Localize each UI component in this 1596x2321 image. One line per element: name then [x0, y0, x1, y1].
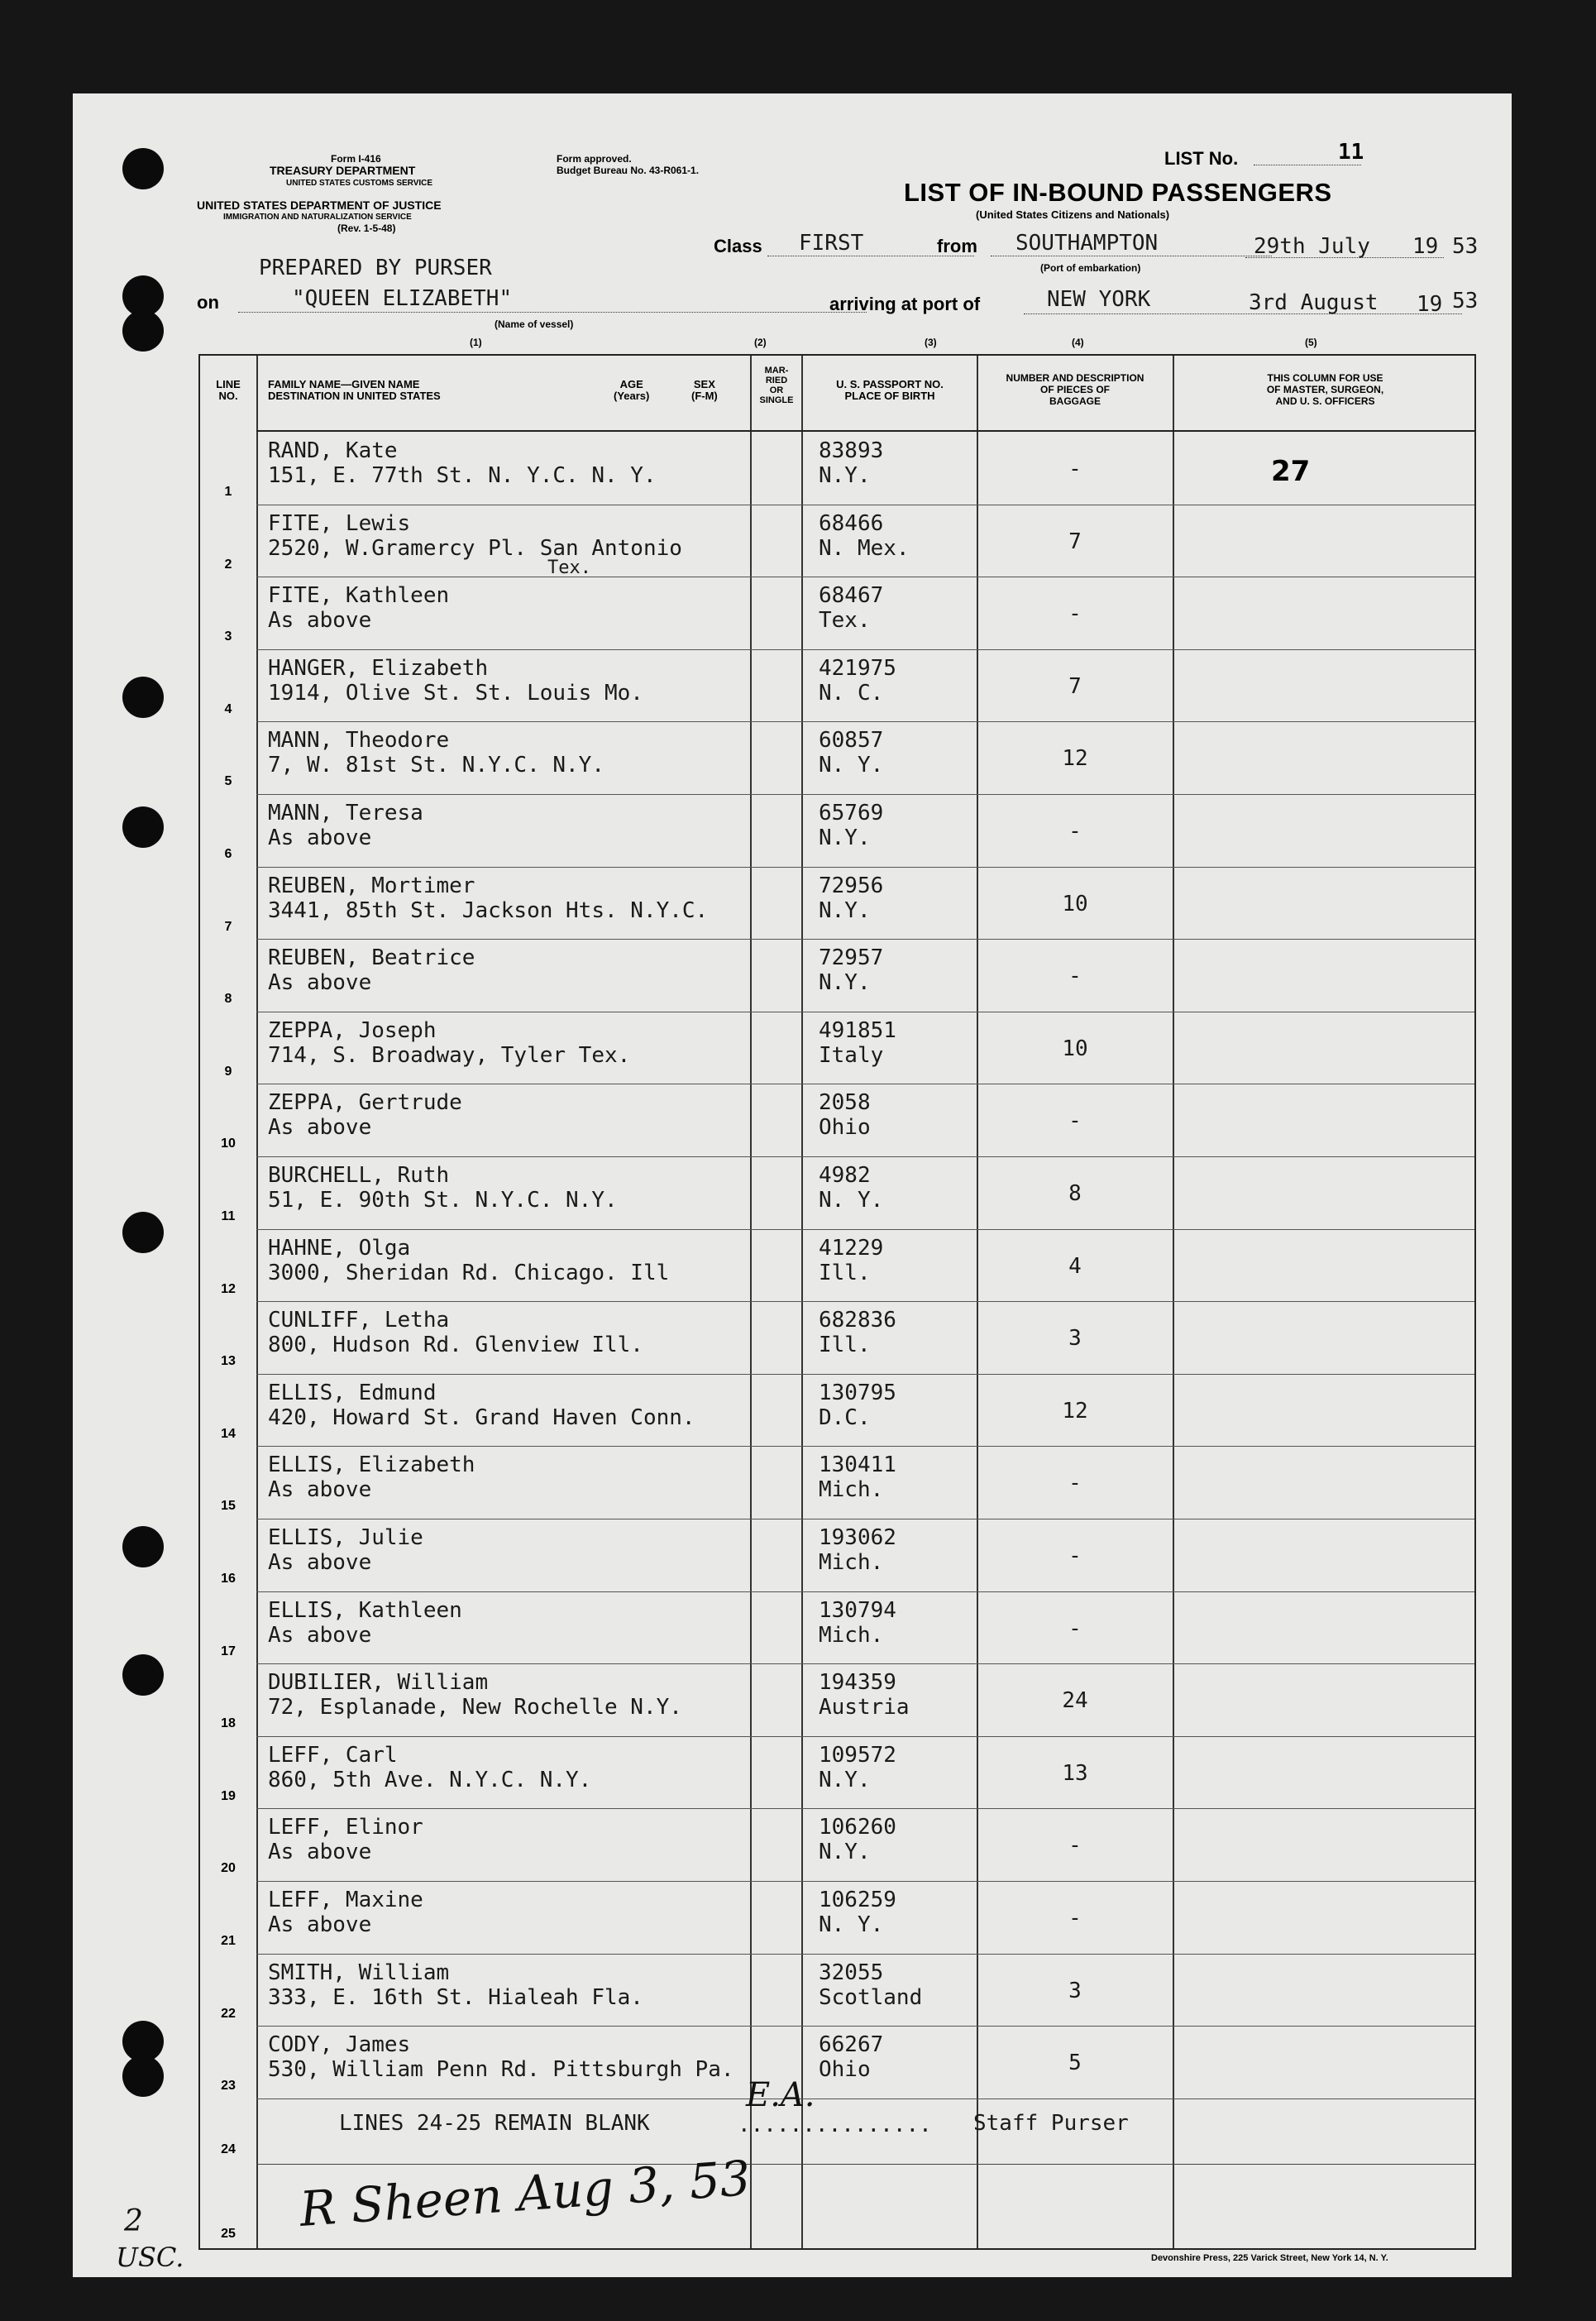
place-of-birth: Tex.: [819, 608, 871, 634]
class-value: FIRST: [799, 231, 864, 256]
passenger-destination: 530, William Penn Rd. Pittsburgh Pa.: [268, 2057, 734, 2083]
baggage-count: 10: [1062, 1036, 1088, 1061]
line-number: 20: [221, 1861, 236, 1876]
baggage-count: 12: [1062, 1398, 1088, 1424]
departure-date: 29th July: [1254, 234, 1370, 259]
passport-number: 4982: [819, 1163, 871, 1188]
baggage-count: -: [1068, 1471, 1082, 1496]
place-of-birth: D.C.: [819, 1405, 871, 1430]
on-label: on: [197, 292, 219, 313]
passenger-name: LEFF, Maxine: [268, 1888, 423, 1912]
passport-number: 106260: [819, 1815, 896, 1840]
line-number: 6: [224, 847, 232, 861]
place-of-birth: N. C.: [819, 680, 884, 706]
place-of-birth: Ill.: [819, 1333, 871, 1358]
passport-number: 106259: [819, 1888, 896, 1912]
passenger-name: LEFF, Carl: [268, 1742, 398, 1768]
header-age: AGE (Years): [614, 378, 650, 402]
passenger-name: ELLIS, Elizabeth: [268, 1452, 475, 1478]
row-rule: [256, 1954, 1474, 1955]
passport-number: 65769: [819, 801, 884, 826]
place-of-birth: Mich.: [819, 1477, 884, 1503]
passenger-destination: As above: [268, 1477, 372, 1503]
punch-hole: [122, 148, 164, 189]
baggage-count: 8: [1068, 1181, 1082, 1206]
place-of-birth: N.Y.: [819, 1767, 871, 1792]
header-married: MAR- RIED OR SINGLE: [759, 366, 794, 405]
list-no-label: LIST No.: [1164, 148, 1239, 169]
arriving-label: arriving at port of: [829, 294, 981, 314]
header-sex: SEX (F-M): [691, 378, 718, 402]
place-of-birth: N.Y.: [819, 897, 871, 923]
line-number: 19: [221, 1788, 236, 1803]
row-rule: [256, 1663, 1474, 1664]
passport-number: 421975: [819, 655, 896, 681]
passport-number: 68467: [819, 583, 884, 609]
list-number: 11: [1338, 140, 1364, 165]
handwritten-note: R Sheen Aug 3, 53: [298, 2150, 753, 2237]
ins-label: IMMIGRATION AND NATURALIZATION SERVICE: [223, 213, 412, 222]
vessel-line: [238, 312, 867, 313]
punch-hole: [122, 2055, 164, 2097]
passenger-destination: 860, 5th Ave. N.Y.C. N.Y.: [268, 1767, 592, 1792]
form-approved: Form approved.: [557, 153, 632, 165]
passenger-name: REUBEN, Mortimer: [268, 873, 475, 898]
row-rule: [256, 1156, 1474, 1157]
row-rule: [256, 649, 1474, 650]
passenger-name: HANGER, Elizabeth: [268, 655, 489, 681]
budget-bureau: Budget Bureau No. 43-R061-1.: [557, 165, 700, 176]
passenger-name: CUNLIFF, Letha: [268, 1308, 450, 1333]
passport-number: 68466: [819, 510, 884, 536]
passenger-name: SMITH, William: [268, 1960, 450, 1985]
row-rule: [256, 1374, 1474, 1375]
line-number: 10: [221, 1137, 236, 1151]
passport-number: 60857: [819, 728, 884, 754]
officer-count: 27: [1271, 455, 1311, 488]
line-number: 1: [224, 485, 232, 499]
passenger-destination: 333, E. 16th St. Hialeah Fla.: [268, 1984, 643, 2010]
passport-number: 194359: [819, 1670, 896, 1696]
passenger-destination: 800, Hudson Rd. Glenview Ill.: [268, 1333, 643, 1358]
passenger-name: ELLIS, Julie: [268, 1525, 423, 1550]
baggage-count: -: [1068, 819, 1082, 844]
punch-hole: [122, 677, 164, 718]
place-of-birth: Ill.: [819, 1260, 871, 1285]
column-number-4: (4): [1072, 337, 1084, 348]
signature-dots: ...............: [738, 2113, 932, 2137]
passenger-name: REUBEN, Beatrice: [268, 945, 475, 971]
row-rule: [256, 1808, 1474, 1809]
baggage-count: -: [1068, 1615, 1082, 1641]
arrival-port: NEW YORK: [1047, 287, 1151, 312]
baggage-count: 24: [1062, 1688, 1088, 1714]
line-number: 9: [224, 1064, 232, 1079]
passenger-destination: 3000, Sheridan Rd. Chicago. Ill: [268, 1260, 670, 1285]
column-number-5: (5): [1305, 337, 1317, 348]
passenger-destination: 1914, Olive St. St. Louis Mo.: [268, 680, 643, 706]
line-number: 13: [221, 1354, 236, 1369]
place-of-birth: Italy: [819, 1042, 884, 1068]
punch-hole: [122, 310, 164, 352]
row-rule: [256, 794, 1474, 795]
passport-number: 41229: [819, 1235, 884, 1261]
place-of-birth: N.Y.: [819, 826, 871, 850]
passenger-name: HAHNE, Olga: [268, 1235, 411, 1261]
passenger-destination: As above: [268, 970, 372, 996]
passenger-name: FITE, Lewis: [268, 510, 411, 536]
punch-hole: [122, 1526, 164, 1567]
passenger-name: LEFF, Elinor: [268, 1815, 423, 1840]
place-of-birth: N. Y.: [819, 1188, 884, 1213]
baggage-count: -: [1068, 1108, 1082, 1134]
line-number: 12: [221, 1281, 236, 1296]
line-number: 17: [221, 1644, 236, 1658]
passenger-name: MANN, Theodore: [268, 728, 450, 754]
baggage-count: -: [1068, 1906, 1082, 1931]
line-number-24: 24: [221, 2142, 236, 2156]
passport-number: 193062: [819, 1525, 896, 1550]
passenger-destination: As above: [268, 826, 372, 850]
passenger-destination: 51, E. 90th St. N.Y.C. N.Y.: [268, 1188, 618, 1213]
place-of-birth: Ohio: [819, 2057, 871, 2083]
remain-blank-note: LINES 24-25 REMAIN BLANK: [339, 2111, 650, 2136]
column-number-3: (3): [925, 337, 937, 348]
header-name: FAMILY NAME—GIVEN NAME DESTINATION IN UNITED STATES: [268, 378, 441, 402]
passenger-destination: As above: [268, 1840, 372, 1865]
baggage-count: -: [1068, 1543, 1082, 1568]
header-rule: [256, 430, 1474, 432]
passenger-name: MANN, Teresa: [268, 801, 423, 826]
passport-number: 130795: [819, 1380, 896, 1405]
arrival-line: [1024, 313, 1462, 314]
passenger-name: FITE, Kathleen: [268, 583, 450, 609]
from-port: SOUTHAMPTON: [1015, 231, 1159, 256]
passport-number: 72956: [819, 873, 884, 898]
passenger-destination-cont: Tex.: [547, 557, 591, 578]
departure-year: 53: [1452, 234, 1479, 259]
baggage-count: 7: [1068, 529, 1082, 554]
passenger-destination: 3441, 85th St. Jackson Hts. N.Y.C.: [268, 897, 709, 923]
row-rule: [256, 1881, 1474, 1882]
form-number: Form I-416: [331, 153, 381, 165]
passenger-destination: 714, S. Broadway, Tyler Tex.: [268, 1042, 631, 1068]
place-of-birth: N.Y.: [819, 463, 871, 488]
punch-hole: [122, 1212, 164, 1253]
row-rule: [256, 1229, 1474, 1230]
vessel-name: "QUEEN ELIZABETH": [292, 286, 513, 311]
from-label: from: [937, 236, 977, 256]
baggage-count: -: [1068, 457, 1082, 481]
place-of-birth: Scotland: [819, 1984, 923, 2010]
passenger-name: BURCHELL, Ruth: [268, 1163, 450, 1188]
treasury-department: TREASURY DEPARTMENT: [270, 164, 416, 177]
margin-note-number: 2: [124, 2204, 143, 2238]
baggage-count: 13: [1062, 1760, 1088, 1786]
line-number: 16: [221, 1572, 236, 1586]
passenger-destination: As above: [268, 1622, 372, 1648]
line-number: 22: [221, 2006, 236, 2021]
passport-number: 682836: [819, 1308, 896, 1333]
row-rule: [256, 939, 1474, 940]
column-number-1: (1): [470, 337, 482, 348]
place-of-birth: N. Y.: [819, 753, 884, 778]
row-rule: [256, 2026, 1474, 2027]
line-number: 5: [224, 774, 232, 789]
baggage-count: 12: [1062, 746, 1088, 772]
line-number-25: 25: [221, 2227, 236, 2241]
purser-initials: E.A.: [746, 2076, 815, 2114]
row-rule: [256, 721, 1474, 722]
row-rule: [256, 867, 1474, 868]
passenger-name: ZEPPA, Joseph: [268, 1017, 437, 1043]
passenger-destination: As above: [268, 1550, 372, 1575]
passenger-destination: 151, E. 77th St. N. Y.C. N. Y.: [268, 463, 657, 488]
passport-number: 130411: [819, 1452, 896, 1478]
passport-number: 66267: [819, 2032, 884, 2058]
arrival-date: 3rd August: [1249, 290, 1379, 315]
baggage-count: 10: [1062, 891, 1088, 916]
passenger-name: ELLIS, Edmund: [268, 1380, 437, 1405]
punch-hole: [122, 1654, 164, 1696]
passenger-destination: As above: [268, 1115, 372, 1141]
passenger-destination: 7, W. 81st St. N.Y.C. N.Y.: [268, 753, 604, 778]
row-rule: [256, 1446, 1474, 1447]
place-of-birth: Ohio: [819, 1115, 871, 1141]
place-of-birth: Austria: [819, 1695, 910, 1720]
column-number-2: (2): [754, 337, 767, 348]
line-number: 8: [224, 992, 232, 1007]
place-of-birth: N.Y.: [819, 970, 871, 996]
passenger-name: ELLIS, Kathleen: [268, 1597, 462, 1623]
passenger-name: CODY, James: [268, 2032, 411, 2058]
line-number: 4: [224, 701, 232, 716]
passport-number: 83893: [819, 438, 884, 463]
passport-number: 2058: [819, 1090, 871, 1116]
passport-number: 72957: [819, 945, 884, 971]
line-number: 2: [224, 557, 232, 572]
page-subtitle: (United States Citizens and Nationals): [976, 208, 1170, 221]
row-rule: [256, 1736, 1474, 1737]
customs-service: UNITED STATES CUSTOMS SERVICE: [286, 179, 433, 188]
baggage-count: -: [1068, 964, 1082, 989]
baggage-count: -: [1068, 1833, 1082, 1859]
passenger-name: ZEPPA, Gertrude: [268, 1090, 462, 1116]
header-officers: THIS COLUMN FOR USE OF MASTER, SURGEON, AND U. S. OFFICERS: [1266, 372, 1384, 407]
passenger-destination: As above: [268, 608, 372, 634]
class-label: Class: [714, 236, 762, 256]
header-passport: U. S. PASSPORT NO. PLACE OF BIRTH: [836, 378, 944, 402]
baggage-count: 5: [1068, 2051, 1082, 2076]
passport-number: 109572: [819, 1742, 896, 1768]
department-of-justice: UNITED STATES DEPARTMENT OF JUSTICE: [197, 199, 442, 212]
place-of-birth: Mich.: [819, 1622, 884, 1648]
line-number: 14: [221, 1426, 236, 1441]
line-number: 23: [221, 2079, 236, 2094]
year-prefix-arrival: 19: [1417, 292, 1443, 317]
baggage-count: 3: [1068, 1326, 1082, 1352]
margin-note-text: USC.: [116, 2242, 184, 2273]
baggage-count: 3: [1068, 1978, 1082, 2003]
baggage-count: -: [1068, 601, 1082, 627]
line-number: 11: [221, 1209, 236, 1223]
punch-hole: [122, 806, 164, 848]
place-of-birth: Mich.: [819, 1550, 884, 1575]
passenger-table: [198, 354, 1476, 2250]
line-number: 21: [221, 1934, 236, 1948]
passenger-destination: 2520, W.Gramercy Pl. San Antonio: [268, 535, 682, 561]
passenger-destination: 72, Esplanade, New Rochelle N.Y.: [268, 1695, 682, 1720]
baggage-count: 4: [1068, 1253, 1082, 1279]
header-line-no: LINE NO.: [216, 378, 241, 402]
header-baggage: NUMBER AND DESCRIPTION OF PIECES OF BAGGAGE: [1006, 372, 1144, 407]
passenger-destination: 420, Howard St. Grand Haven Conn.: [268, 1405, 695, 1430]
vessel-note: (Name of vessel): [495, 318, 574, 330]
passport-number: 491851: [819, 1017, 896, 1043]
passport-number: 32055: [819, 1960, 884, 1985]
passenger-name: RAND, Kate: [268, 438, 398, 463]
passport-number: 130794: [819, 1597, 896, 1623]
place-of-birth: N.Y.: [819, 1840, 871, 1865]
passenger-destination: As above: [268, 1912, 372, 1937]
line-number: 18: [221, 1716, 236, 1731]
row-rule: [256, 1591, 1474, 1592]
line-number: 3: [224, 629, 232, 644]
arrival-year: 53: [1452, 289, 1479, 313]
row-rule: [256, 1301, 1474, 1302]
embark-note: (Port of embarkation): [1040, 262, 1141, 274]
staff-purser-label: Staff Purser: [973, 2111, 1129, 2136]
prepared-by: PREPARED BY PURSER: [259, 256, 492, 280]
line-number: 7: [224, 919, 232, 934]
row-rule: [256, 2164, 1474, 2165]
passenger-name: DUBILIER, William: [268, 1670, 489, 1696]
row-rule: [256, 2098, 1474, 2099]
place-of-birth: N. Y.: [819, 1912, 884, 1937]
place-of-birth: N. Mex.: [819, 535, 910, 561]
page-title: LIST OF IN-BOUND PASSENGERS: [904, 178, 1332, 207]
baggage-count: 7: [1068, 673, 1082, 699]
revision-date: (Rev. 1-5-48): [337, 223, 396, 234]
line-number: 15: [221, 1499, 236, 1514]
year-prefix: 19: [1412, 234, 1439, 259]
printer-imprint: Devonshire Press, 225 Varick Street, New York 14, N. Y.: [1151, 2253, 1388, 2263]
